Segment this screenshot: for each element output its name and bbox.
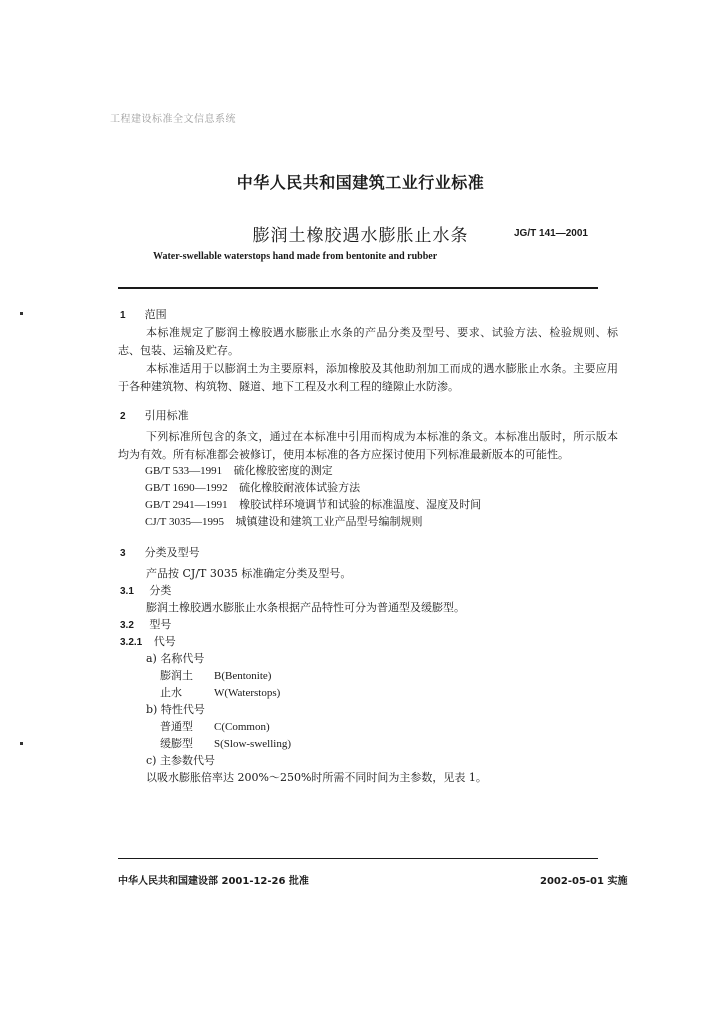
section-3-heading bbox=[120, 541, 200, 560]
section-number: 1 bbox=[120, 310, 126, 321]
subsection-title: 型号 bbox=[149, 618, 172, 631]
code-item-code: S(Slow-swelling) bbox=[214, 738, 291, 750]
code-item-name: 普通型 bbox=[160, 720, 193, 733]
code-item-name: 膨润土 bbox=[160, 669, 193, 682]
code-item-code: W(Waterstops) bbox=[214, 687, 281, 699]
document-title: 膨润土橡胶遇水膨胀止水条 bbox=[252, 226, 469, 246]
subsection-number: 3.2.1 bbox=[120, 637, 143, 648]
code-item-name: 缓膨型 bbox=[160, 737, 193, 750]
reference-item bbox=[145, 463, 333, 479]
list-c-text: 以吸水膨胀倍率达 200%～250%时所需不同时间为主参数，见表 1。 bbox=[146, 771, 487, 784]
reference-item bbox=[145, 497, 481, 513]
reference-name: 橡胶试样环境调节和试验的标准温度、湿度及时间 bbox=[239, 498, 482, 511]
subsection-3-1-heading bbox=[120, 583, 171, 600]
scan-mark bbox=[20, 742, 23, 745]
subsection-number: 3.1 bbox=[120, 586, 134, 597]
reference-item bbox=[145, 514, 422, 530]
list-b-label: b) 特性代号 bbox=[146, 703, 205, 716]
standard-code: JG/T 141—2001 bbox=[514, 228, 588, 239]
subsection-title: 代号 bbox=[153, 635, 176, 648]
subsection-3-1-text: 膨润土橡胶遇水膨胀止水条根据产品特性可分为普通型及缓膨型。 bbox=[146, 601, 465, 614]
section-2-heading bbox=[120, 404, 189, 423]
standard-title: 中华人民共和国建筑工业行业标准 bbox=[236, 173, 485, 192]
code-item-code: C(Common) bbox=[214, 721, 270, 733]
section-title: 范围 bbox=[144, 308, 167, 321]
scan-mark bbox=[20, 312, 23, 315]
section-number: 2 bbox=[120, 411, 126, 422]
section-3-intro: 产品按 CJ/T 3035 标准确定分类及型号。 bbox=[146, 567, 352, 580]
effective-date: 2002-05-01 实施 bbox=[540, 876, 628, 887]
subsection-3-2-1-heading bbox=[120, 634, 176, 651]
watermark: 工程建设标准全文信息系统 bbox=[110, 114, 236, 125]
reference-name: 城镇建设和建筑工业产品型号编制规则 bbox=[235, 515, 423, 528]
reference-name: 硫化橡胶密度的测定 bbox=[233, 464, 333, 477]
reference-code: GB/T 1690—1992 bbox=[145, 482, 228, 494]
approval-date: 中华人民共和国建设部 2001-12-26 批准 bbox=[118, 876, 309, 887]
english-title: Water-swellable waterstops hand made from bentonite and rubber bbox=[153, 251, 438, 262]
section-title: 分类及型号 bbox=[144, 546, 200, 559]
footer-rule bbox=[118, 858, 598, 859]
section-2-paragraph: 下列标准所包含的条文，通过在本标准中引用而构成为本标准的条文。本标准出版时，所示版本均为有效。所有标准都会被修订，使用本标准的各方应探讨使用下列标准最新版本的可能性。 bbox=[118, 430, 618, 461]
header-rule bbox=[118, 287, 598, 289]
section-1-paragraph-2: 本标准适用于以膨润土为主要原料，添加橡胶及其他助剂加工而成的遇水膨胀止水条。主要应用于各种建筑物、构筑物、隧道、地下工程及水利工程的缝隙止水防渗。 bbox=[118, 362, 618, 393]
subsection-number: 3.2 bbox=[120, 620, 134, 631]
subsection-3-2-heading bbox=[120, 617, 171, 634]
reference-name: 硫化橡胶耐液体试验方法 bbox=[239, 481, 361, 494]
subsection-title: 分类 bbox=[149, 584, 172, 597]
section-title: 引用标准 bbox=[144, 409, 189, 422]
reference-code: GB/T 533—1991 bbox=[145, 465, 223, 477]
section-number: 3 bbox=[120, 548, 126, 559]
reference-code: GB/T 2941—1991 bbox=[145, 499, 228, 511]
reference-code: CJ/T 3035—1995 bbox=[145, 516, 224, 528]
reference-item bbox=[145, 480, 360, 496]
list-a-label: a) 名称代号 bbox=[146, 652, 205, 665]
code-item-name: 止水 bbox=[160, 686, 182, 699]
section-1-heading bbox=[120, 303, 167, 322]
code-item-code: B(Bentonite) bbox=[214, 670, 272, 682]
section-1-paragraph-1: 本标准规定了膨润土橡胶遇水膨胀止水条的产品分类及型号、要求、试验方法、检验规则、标志、包装、运输及贮存。 bbox=[118, 326, 618, 357]
list-c-label: c) 主参数代号 bbox=[146, 754, 215, 767]
